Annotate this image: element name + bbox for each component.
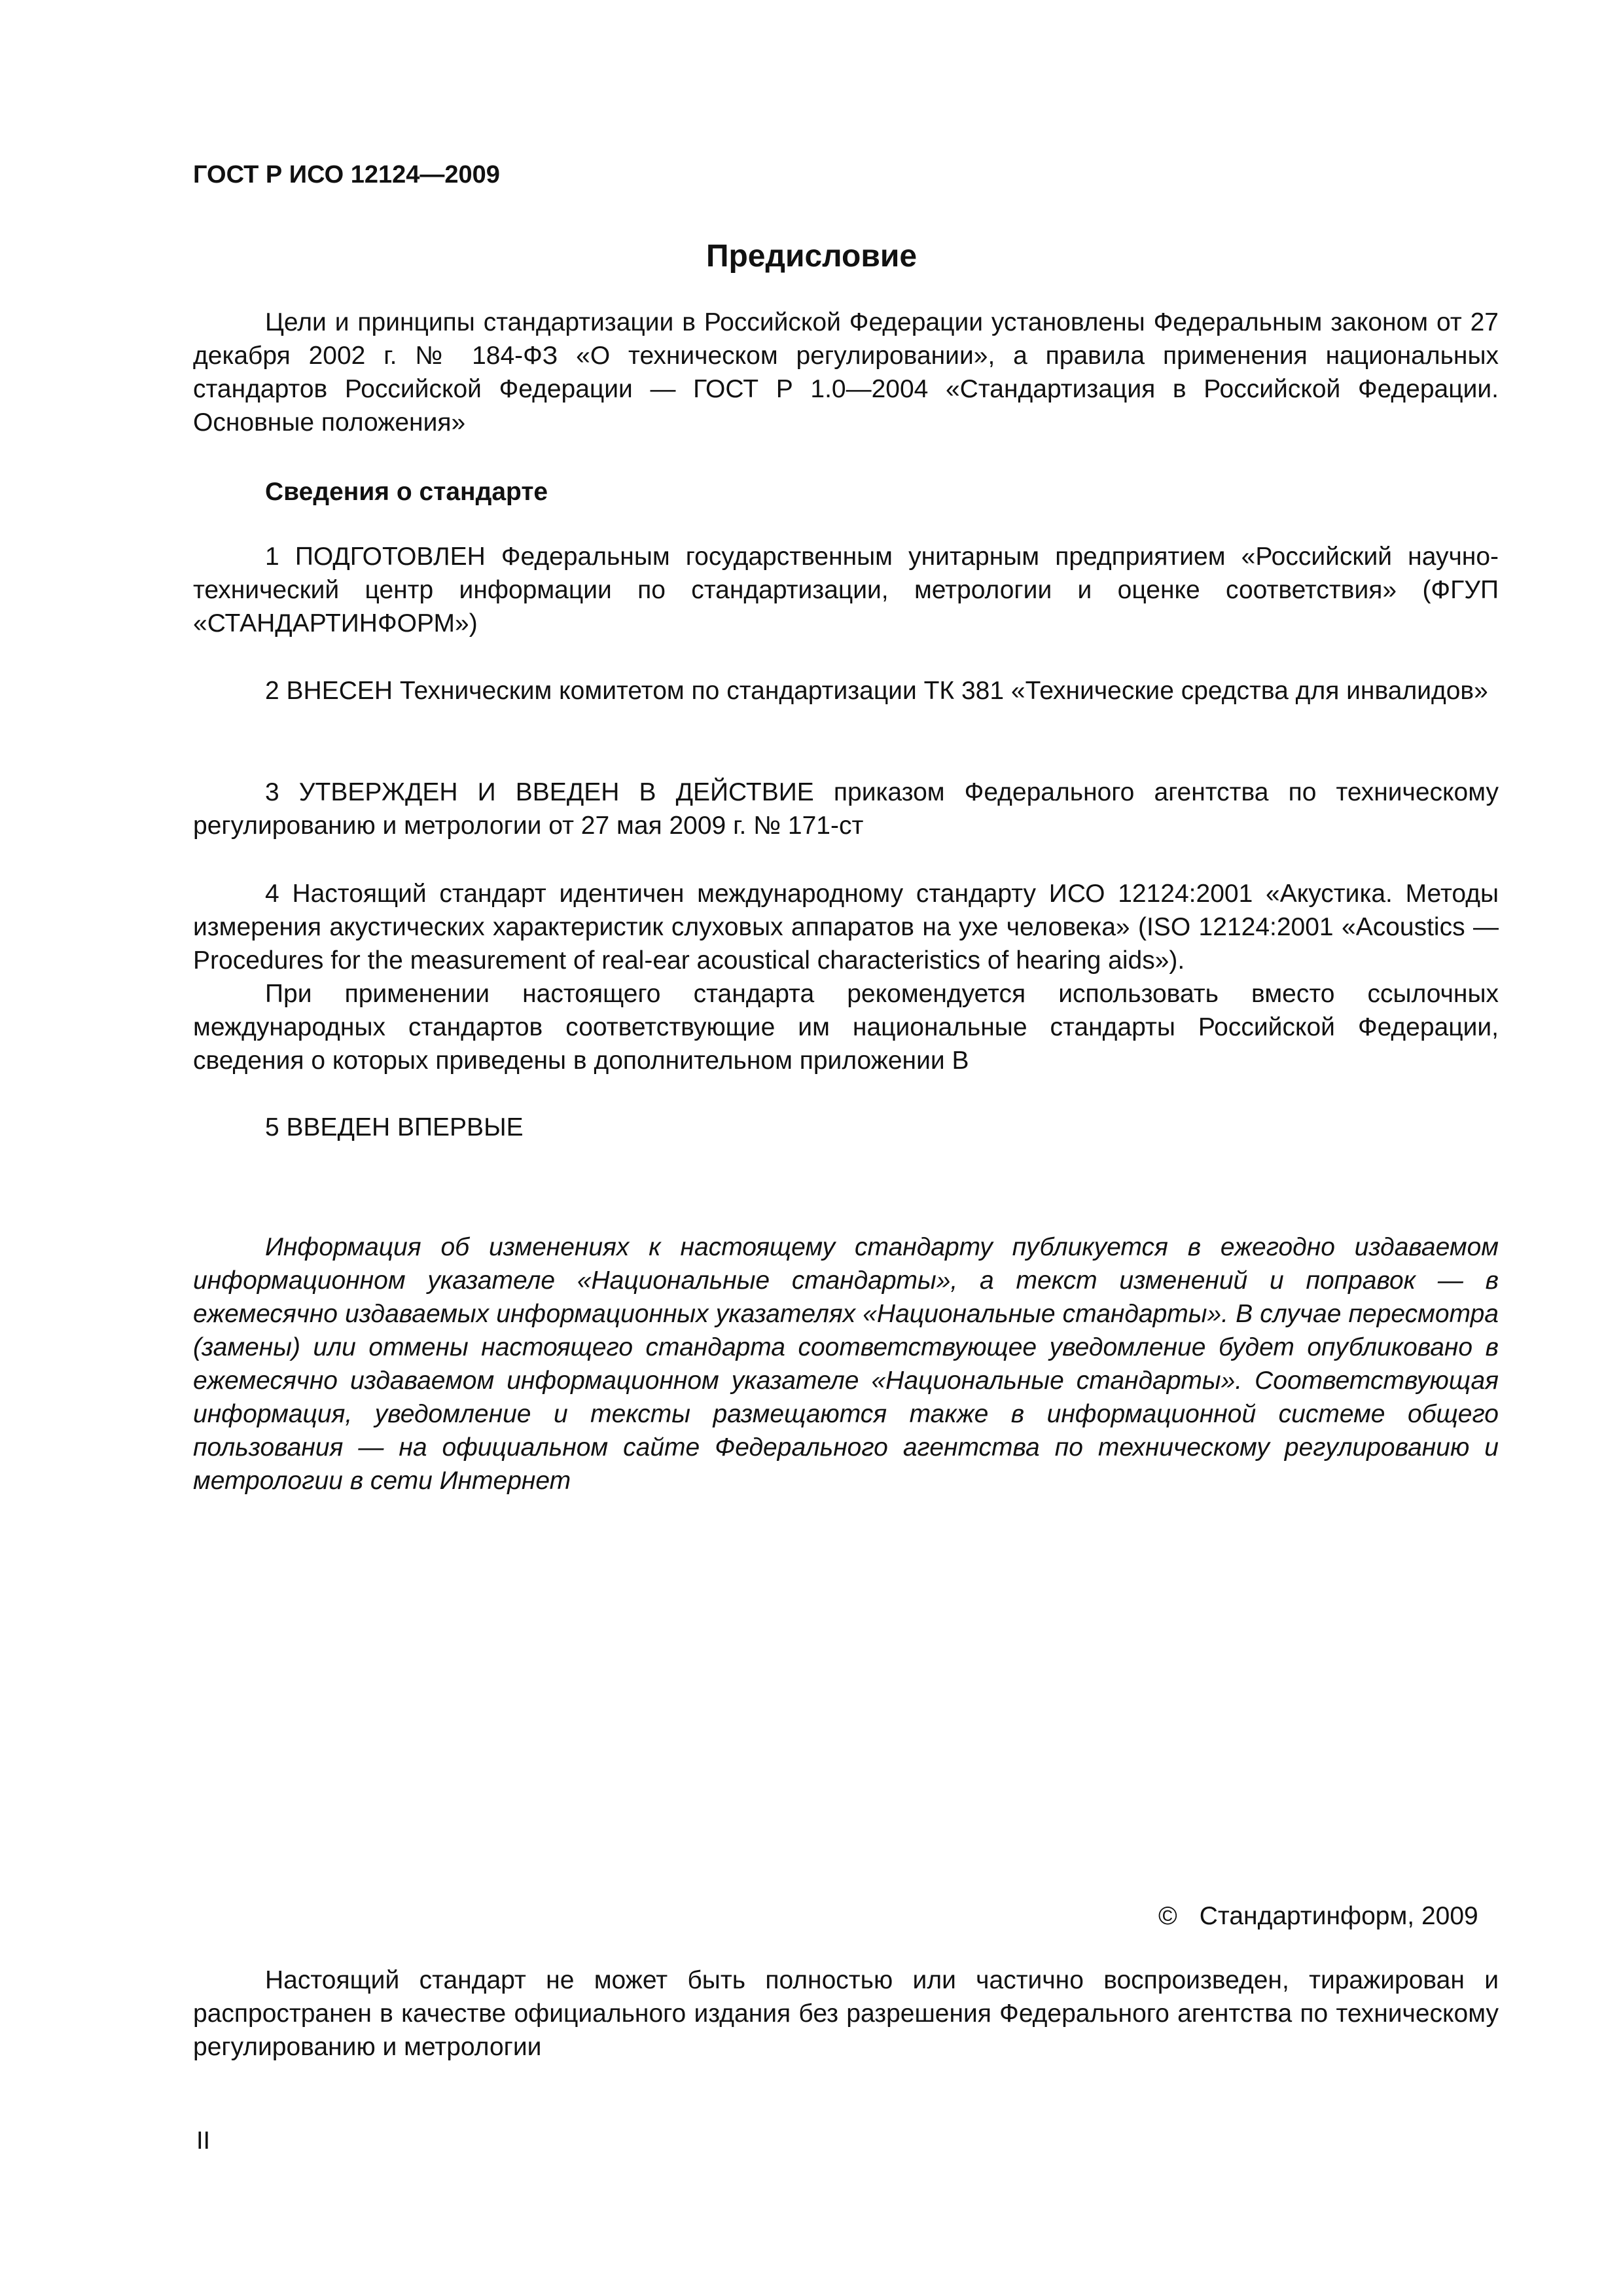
info-item-1: 1 ПОДГОТОВЛЕН Федеральным государственным унитарным предприятием «Российский научно-технический центр информации по стандартизации, метрологии и оценке соответствия» (ФГУП «СТАНДАРТИНФОРМ»): [193, 543, 1499, 637]
reproduction-text: Настоящий стандарт не может быть полностью или частично воспроизведен, тиражирован и распространен в качестве официального издания без разрешения Федерального агентства по техническому регулированию и метрологии: [193, 1966, 1499, 2061]
info-item-4-note: При применении настоящего стандарта рекомендуется использовать вместо ссылочных международных стандартов соответствующие им национальные стандарты Российской Федерации, сведения о которых приведены в дополнительном приложении B: [193, 980, 1499, 1075]
changes-notice-text: Информация об изменениях к настоящему стандарту публикуется в ежегодно издаваемом информационном указателе «Национальные стандарты», а текст изменений и поправок — в ежемесячно издаваемых информационных указателях «Национальные стандарты». В случае пересмотра (замены) или отмены настоящего стандарта соответствующее уведомление будет опубликовано в ежемесячно издаваемом информационном указателе «Национальные стандарты». Соответствующая информация, уведомление и тексты размещаются также в информационной системе общего пользования — на официальном сайте Федерального агентства по техническому регулированию и метрологии в сети Интернет: [193, 1233, 1499, 1495]
copyright-line: [1158, 1902, 1478, 1931]
changes-notice: [193, 1230, 1499, 1498]
intro-paragraph: Цели и принципы стандартизации в Российской Федерации установлены Федеральным законом от 27 декабря 2002 г. № 184-ФЗ «О техническом регулировании», а правила применения национальных стандартов Российской Федерации — ГОСТ Р 1.0—2004 «Стандартизация в Российской Федерации. Основные положения»: [193, 308, 1499, 437]
info-item-3: 3 УТВЕРЖДЕН И ВВЕДЕН В ДЕЙСТВИЕ приказом Федерального агентства по техническому регулированию и метрологии от 27 мая 2009 г. № 171-ст: [193, 778, 1499, 840]
reproduction-notice: [193, 1964, 1499, 2064]
info-item-5: 5 ВВЕДЕН ВПЕРВЫЕ: [265, 1113, 524, 1141]
document-header: ГОСТ Р ИСО 12124—2009: [193, 161, 500, 188]
page-number: II: [196, 2127, 211, 2155]
info-item-4: 4 Настоящий стандарт идентичен международному стандарту ИСО 12124:2001 «Акустика. Методы измерения акустических характеристик слуховых аппаратов на ухе человека» (ISO 12124:2001 «Acoustics — Procedures for the measurement of real-ear acoustical characteristics of hearing aids»).: [193, 880, 1499, 975]
info-item-2: 2 ВНЕСЕН Техническим комитетом по стандартизации ТК 381 «Технические средства для инвалидов»: [265, 677, 1488, 705]
copyright-text: Стандартинформ, 2009: [1199, 1902, 1478, 1930]
page-title: Предисловие: [705, 239, 918, 274]
copyright-icon: ©: [1158, 1902, 1177, 1930]
section-subheading: Сведения о стандарте: [265, 478, 548, 506]
intro-block: [193, 306, 1499, 439]
